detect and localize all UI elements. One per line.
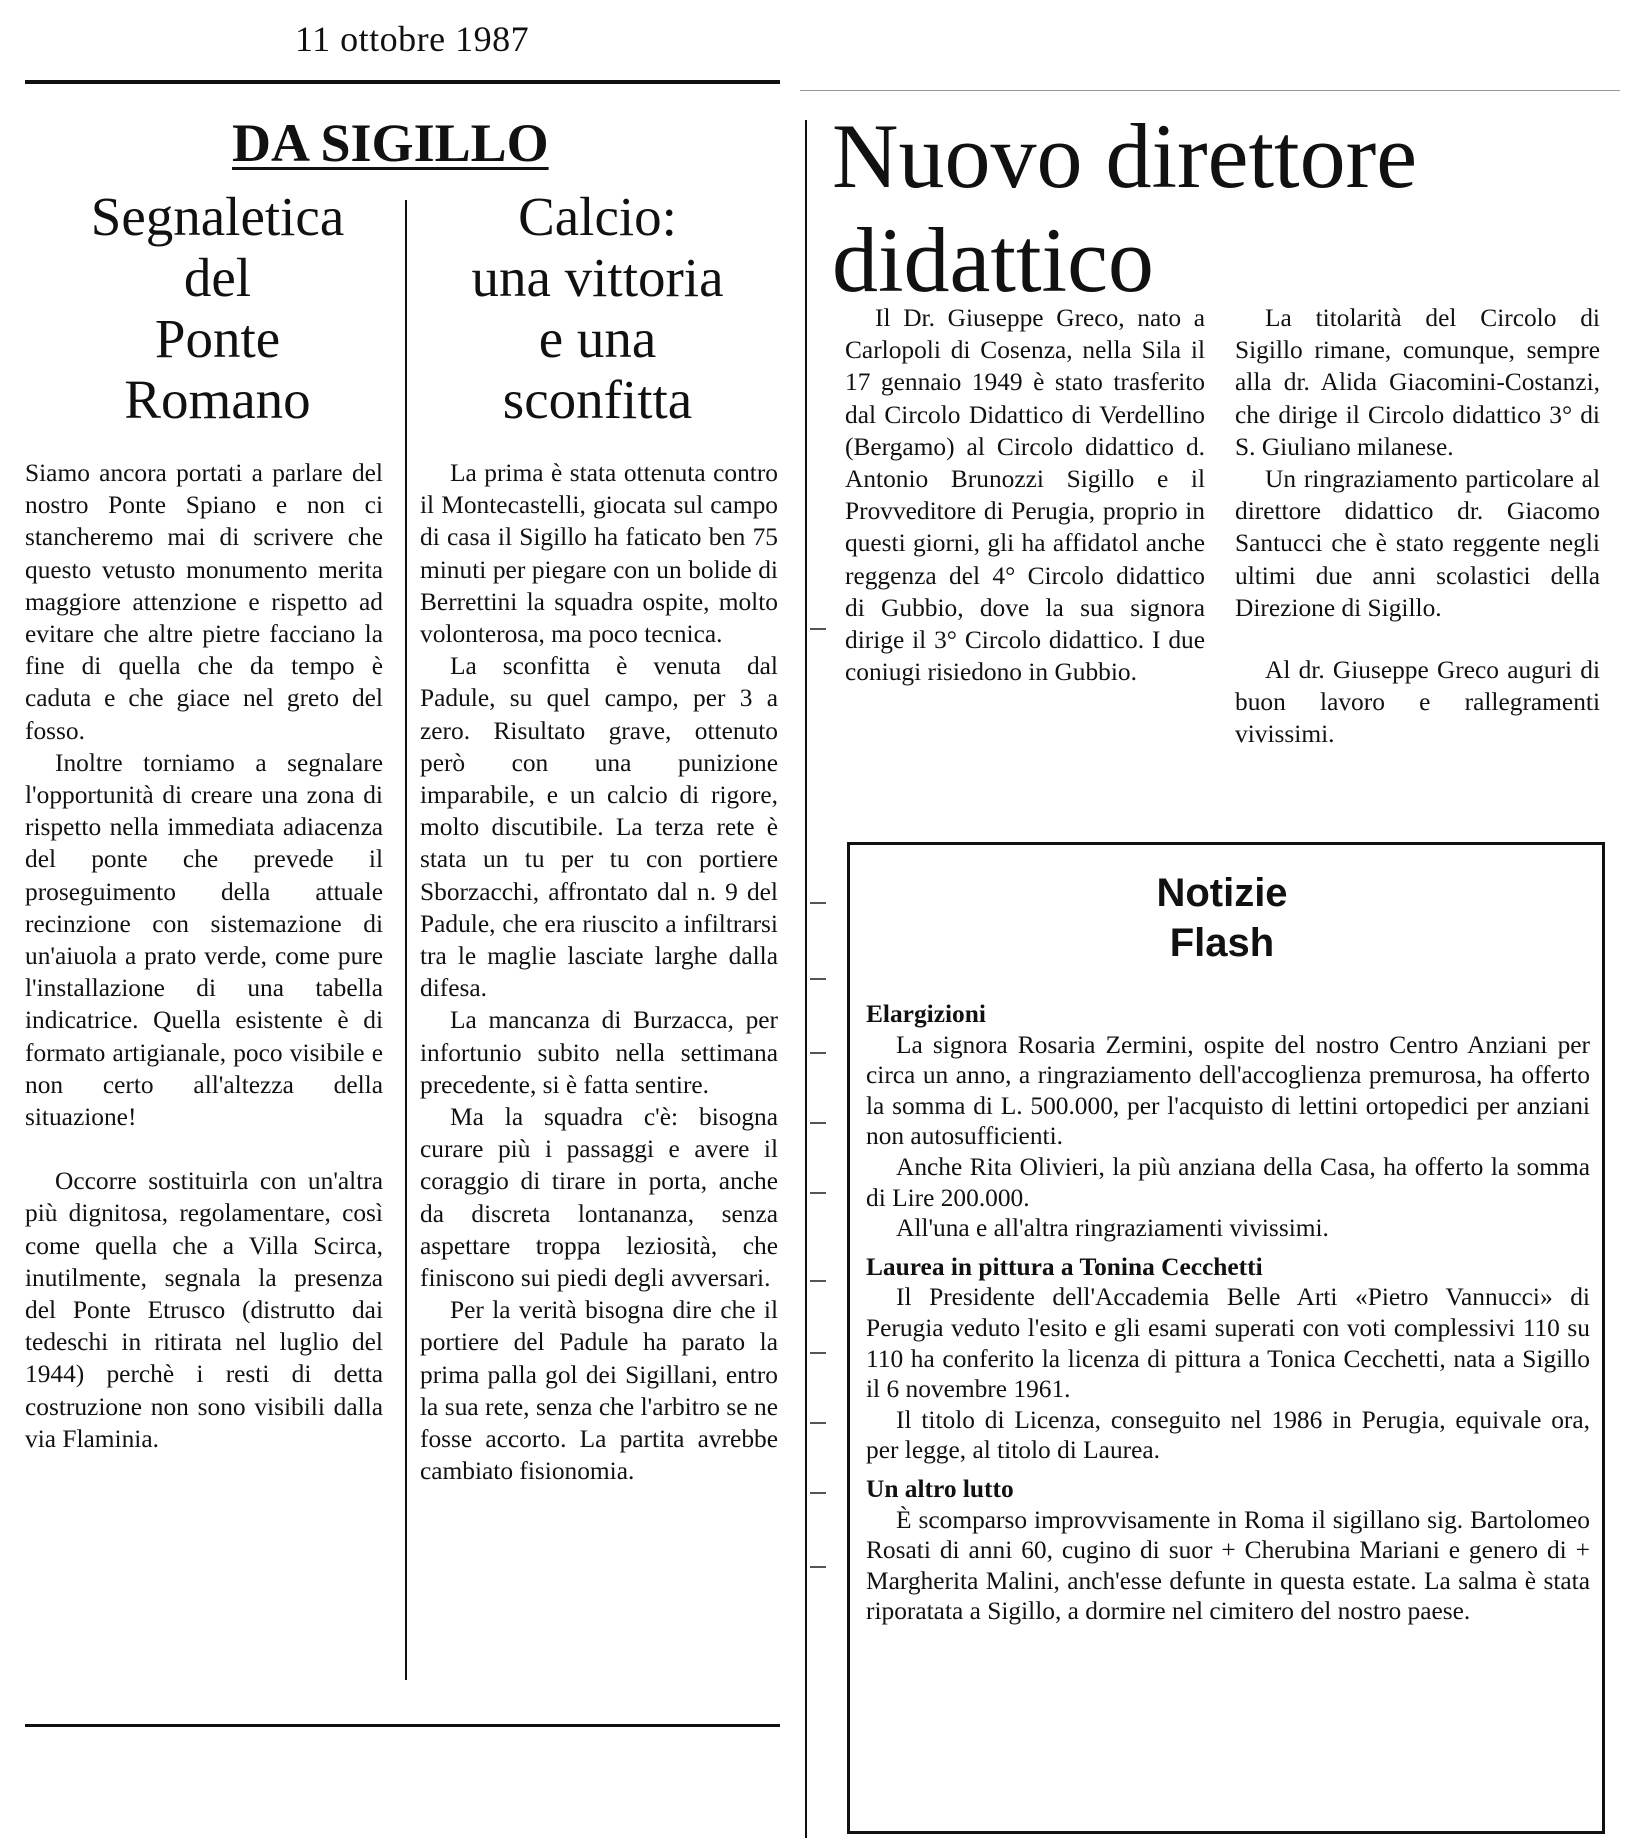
headline-line: sconfitta [502,369,693,430]
scan-tick [810,1280,826,1282]
scan-tick [810,1422,826,1424]
flash-heading: Elargizioni [866,1000,986,1028]
paragraph: Per la verità bisogna dire che il portiere del Padule ha parato la prima palla gol dei Sigillani, entro la sua rete, senza che l'arbitro se ne fosse accorto. La partita avrebbe cambiato fisionomia. [420,1296,778,1486]
flash-title-line: Flash [1169,921,1275,965]
scan-tick [810,1192,826,1194]
direttore-headline [832,104,1612,312]
flash-heading: Laurea in pittura a Tonina Cecchetti [866,1252,1263,1281]
scan-tick [810,1352,826,1354]
calcio-headline [415,186,780,430]
scan-tick [810,628,826,630]
headline-line: didattico [832,209,1154,311]
paragraph: La titolarità del Circolo di Sigillo rimane, comunque, sempre alla dr. Alida Giacomini-Costanzi, che dirige il Circolo didattico 3° di S. Giuliano milanese. [1235,304,1600,461]
scan-tick [810,1492,826,1494]
flash-title-line: Notizie [1156,871,1288,915]
paragraph: Il titolo di Licenza, conseguito nel 1986 in Perugia, equivale ora, per legge, al titolo di Laurea. [866,1405,1590,1465]
headline-line: Calcio: [518,186,677,247]
direttore-body-col2 [1235,302,1600,751]
paragraph: Il Dr. Giuseppe Greco, nato a Carlopoli di Cosenza, nella Sila il 17 gennaio 1949 è stato trasferito dal Circolo Didattico di Verdellino (Bergamo) al Circolo didattico d. Antonio Brunozzi Sigillo e il Provveditore di Perugia, proprio in questi giorni, gli ha affidatol anche reggenza del 4° Circolo didattico di Gubbio, dove la sua signora dirige il 3° Circolo didattico. I due coniugi risiedono in Gubbio. [845,304,1205,687]
paragraph: Ma la squadra c'è: bisogna curare più i passaggi e avere il coraggio di tirare in porta, anche da discreta lontananza, senza aspettare troppa leziosità, che finiscono sui piedi degli avversari. [420,1103,778,1293]
bottom-rule [25,1724,780,1727]
headline-line: Segnaletica [90,186,345,247]
paragraph: Occorre sostituirla con un'altra più dignitosa, regolamentare, così come quella che a Villa Scirca, inutilmente, segnala la presenza del Ponte Etrusco (distrutto dai tedeschi in ritirata nel luglio del 1944) perchè i resti di detta costruzione non sono visibili dalla via Flaminia. [25,1167,383,1453]
top-rule [25,80,780,84]
headline-line: e una [538,308,657,369]
paragraph: All'una e all'altra ringraziamenti vivissimi. [896,1214,1329,1243]
paragraph: La prima è stata ottenuta contro il Montecastelli, giocata sul campo di casa il Sigillo ha faticato ben 75 minuti per piegare con un bolide di Berrettini la squadra ospite, molto volonterosa, ma poco tecnica. [420,459,778,649]
scan-tick [810,1122,826,1124]
headline-line: Nuovo direttore [832,105,1418,207]
scan-tick [810,1566,826,1568]
flash-heading: Un altro lutto [866,1474,1014,1503]
paragraph: La signora Rosaria Zermini, ospite del nostro Centro Anziani per circa un anno, a ringraziamento dell'accoglienza premurosa, ha offerto la somma di L. 500.000, per l'acquisto di lettini ortopedici per anziani non autosufficienti. [866,1030,1590,1151]
paragraph: Al dr. Giuseppe Greco auguri di buon lavoro e rallegramenti vivissimi. [1235,656,1600,749]
paragraph: È scomparso improvvisamente in Roma il sigillano sig. Bartolomeo Rosati di anni 60, cugino di suor + Cherubina Mariani e genero di + Margherita Malini, anch'esse defunte in questa estate. La salma è stata riporatata a Sigillo, a dormire nel cimitero del nostro paese. [866,1505,1590,1626]
ponte-headline [25,186,410,430]
calcio-body [420,457,778,1488]
flash-title [1052,868,1392,968]
headline-line: Romano [124,369,311,430]
paragraph: Anche Rita Olivieri, la più anziana della Casa, ha offerto la somma di Lire 200.000. [866,1152,1590,1212]
top-rule-right [800,90,1620,91]
section-title: DA SIGILLO [232,113,549,173]
paragraph: Inoltre torniamo a segnalare l'opportunità di creare una zona di rispetto nella immediata adiacenza del ponte che prevede il proseguimento della attuale recinzione con sistemazione di un'aiuola a prato verde, come pure l'installazione di una tabella indicatrice. Quella esistente è di formato artigianale, poco visibile e non certo all'altezza della situazione! [25,748,383,1132]
scan-tick [810,1052,826,1054]
column-divider-middle [805,120,807,1838]
ponte-body [25,457,383,1455]
paragraph: Siamo ancora portati a parlare del nostro Ponte Spiano e non ci stancheremo mai di scrivere che questo vetusto monumento merita maggiore attenzione e rispetto ad evitare che altre pietre facciano la fine di quella che da tempo è caduta e che giace nel greto del fosso. [25,459,383,745]
direttore-body-col1 [845,302,1205,688]
paragraph: Il Presidente dell'Accademia Belle Arti «Pietro Vannucci» di Perugia veduto l'esito e gli esami superati con voti complessivi 110 su 110 ha conferito la licenza di pittura a Tonica Cecchetti, nata a Sigillo il 6 novembre 1961. [866,1283,1590,1404]
paragraph: La sconfitta è venuta dal Padule, su quel campo, per 3 a zero. Risultato grave, ottenuto però con una punizione imparabile, e un calcio di rigore, molto discutibile. La terza rete è stata un tu per tu con portiere Sborzacchi, affrontato dal n. 9 del Padule, che era riuscito a infiltrarsi tra le maglie lasciate larghe dalla difesa. [420,652,778,1003]
flash-items [866,995,1590,1627]
paragraph: Un ringraziamento particolare al direttore didattico dr. Giacomo Santucci che è stato reggente negli ultimi due anni scolastici della Direzione di Sigillo. [1235,465,1600,622]
issue-date: 11 ottobre 1987 [295,19,530,59]
headline-line: Ponte [154,308,281,369]
scan-tick [810,902,826,904]
scan-tick [810,978,826,980]
paragraph: La mancanza di Burzacca, per infortunio subito nella settimana precedente, si è fatta sentire. [420,1006,778,1099]
headline-line: del [183,247,252,308]
headline-line: una vittoria [471,247,724,308]
